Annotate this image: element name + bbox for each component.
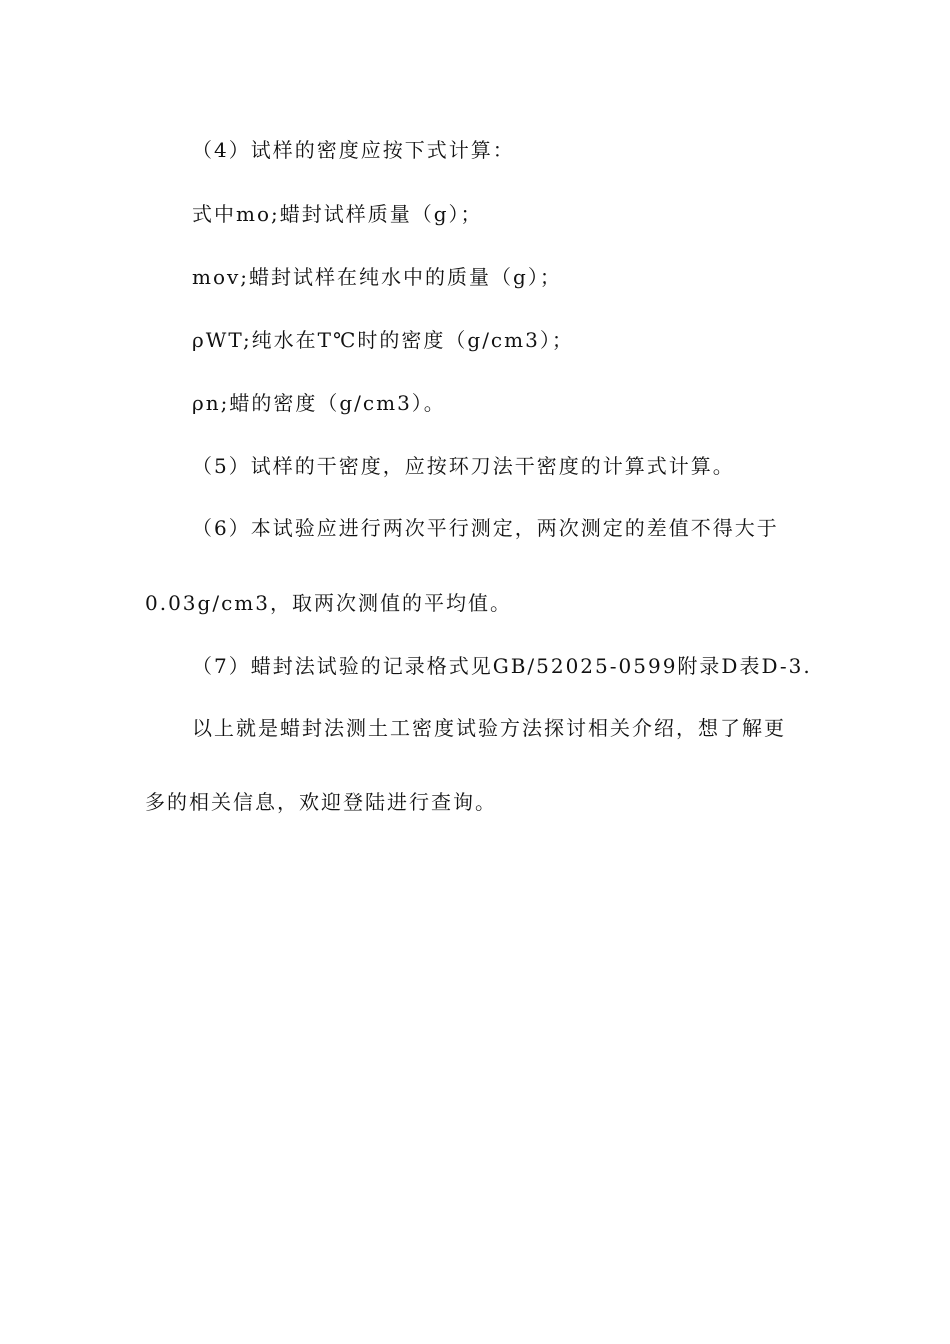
paragraph-closing: 以上就是蜡封法测土工密度试验方法探讨相关介绍，想了解更	[192, 716, 786, 740]
paragraph-parallel-test-cont: 0.03g/cm3，取两次测值的平均值。	[145, 591, 512, 615]
paragraph-wax-density: ρn;蜡的密度（g/cm3）。	[192, 391, 446, 415]
paragraph-mo-definition: 式中mo;蜡封试样质量（g）；	[192, 202, 483, 226]
paragraph-water-density: ρWT;纯水在T℃时的密度（g/cm3）；	[192, 328, 574, 352]
paragraph-record-format: （7）蜡封法试验的记录格式见GB/52025-0599附录D表D-3.	[192, 654, 812, 678]
paragraph-closing-cont: 多的相关信息，欢迎登陆进行查询。	[145, 790, 497, 814]
paragraph-mov-definition: mov;蜡封试样在纯水中的质量（g）；	[192, 265, 562, 289]
paragraph-dry-density: （5）试样的干密度，应按环刀法干密度的计算式计算。	[192, 454, 735, 478]
paragraph-parallel-test: （6）本试验应进行两次平行测定，两次测定的差值不得大于	[192, 516, 779, 540]
paragraph-density-formula: （4）试样的密度应按下式计算：	[192, 138, 515, 162]
